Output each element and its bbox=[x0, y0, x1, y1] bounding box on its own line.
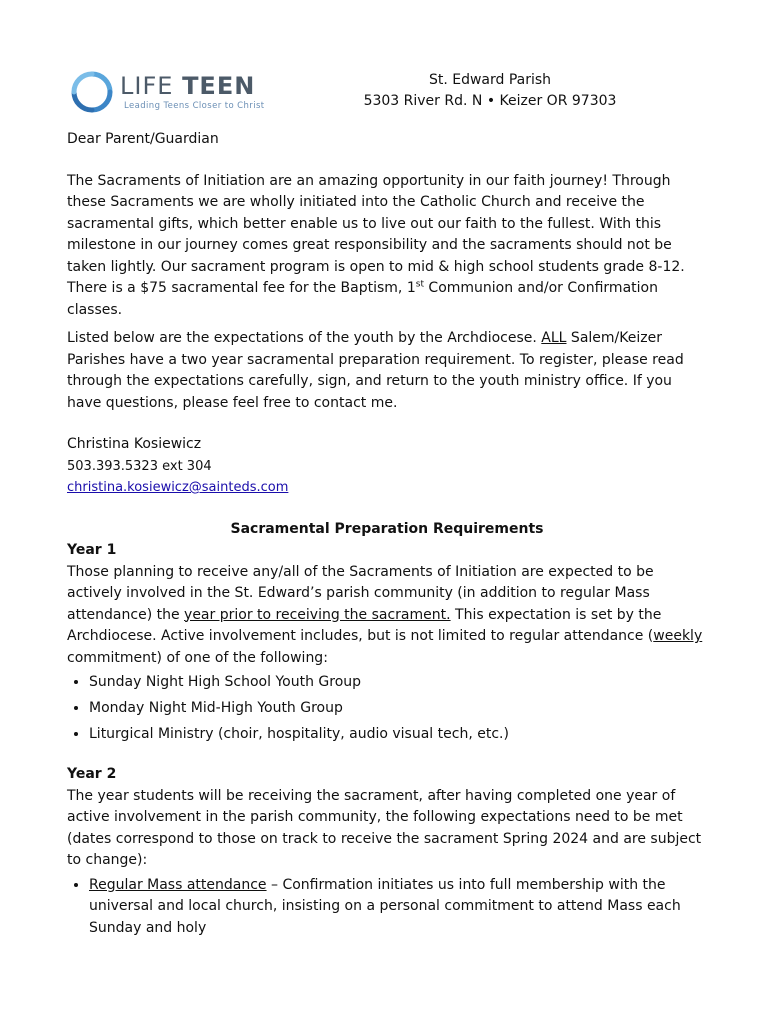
year2-list bbox=[67, 875, 707, 940]
list-item bbox=[89, 875, 707, 940]
logo-word-life: LIFE bbox=[120, 72, 174, 100]
intro-paragraph-1 bbox=[67, 171, 707, 322]
contact-name: Christina Kosiewicz bbox=[67, 436, 202, 452]
life-teen-circle-logo-icon bbox=[70, 70, 114, 114]
intro-paragraph-2 bbox=[67, 328, 707, 414]
address-line-1: St. Edward Parish bbox=[428, 72, 552, 88]
intro-p2-underlined: ALL bbox=[541, 330, 567, 346]
year1-underlined: year prior to receiving the sacrament. bbox=[184, 606, 451, 623]
logo-tagline: Leading Teens Closer to Christ bbox=[124, 101, 265, 111]
salutation: Dear Parent/Guardian bbox=[67, 131, 219, 147]
intro-p1-text: The Sacraments of Initiation are an amazing opportunity in our faith journey! Through these Sacraments we are wholly initiated into the Catholic Church and receive the sacramental gifts, which better enable us to live out our faith to the fullest. With this milestone in our journey comes great responsibility and the sacraments should not be taken lightly. Our sacrament program is open to mid & high school students grade 8-12. There is a $75 sacramental fee for the Baptism, 1 bbox=[67, 172, 685, 296]
contact-email-link[interactable]: christina.kosiewicz@sainteds.com bbox=[67, 480, 289, 495]
year1-heading: Year 1 bbox=[67, 542, 117, 558]
year2-heading: Year 2 bbox=[67, 766, 117, 782]
year1-text: Those planning to receive any/all of the Sacraments of Initiation are expected to be actively involved in the St. Edward’s parish community (in addition to regular Mass attendance) the bbox=[67, 563, 654, 623]
year1-text-end: commitment) of one of the following: bbox=[67, 649, 328, 666]
life-teen-logo bbox=[70, 68, 280, 118]
logo-wordmark bbox=[120, 72, 255, 100]
intro-p1-superscript: st bbox=[415, 279, 424, 290]
intro-p2-text: Listed below are the expectations of the youth by the Archdiocese. bbox=[67, 330, 542, 346]
year2-item1-underlined: Regular Mass attendance bbox=[89, 876, 267, 893]
list-item: • Monday Night Mid-High Youth Group bbox=[89, 698, 707, 720]
letter-body bbox=[67, 129, 707, 944]
logo-word-teen: TEEN bbox=[182, 72, 256, 100]
year1-paragraph bbox=[67, 562, 707, 670]
intro-p2-text-end: Salem/Keizer Parishes have a two year sacramental preparation requirement. To register, please read through the expectations carefully, sign, and return to the youth ministry office. If you have questions, please feel free to contact me. bbox=[67, 330, 684, 411]
year1-list bbox=[67, 672, 707, 746]
year1-underlined-weekly: weekly bbox=[653, 628, 703, 644]
year2-paragraph: The year students will be receiving the sacrament, after having completed one year of active involvement in the parish community, the following expectations need to be met (dates correspond to those on track to receive the sacrament Spring 2024 and are subject to change): bbox=[67, 787, 702, 868]
list-item: • Liturgical Ministry (choir, hospitality, audio visual tech, etc.) bbox=[89, 724, 707, 746]
year2-item1-text: – Confirmation initiates us into full membership with the universal and local church, insisting on a personal commitment to attend Mass each Sunday and holy bbox=[89, 876, 681, 936]
intro-p1-text-end: Communion and/or Confirmation classes. bbox=[67, 280, 658, 318]
address-line-2: 5303 River Rd. N • Keizer OR 97303 bbox=[363, 93, 617, 109]
section-title: Sacramental Preparation Requirements bbox=[230, 520, 544, 537]
parish-address bbox=[350, 70, 630, 112]
contact-phone: 503.393.5323 ext 304 bbox=[67, 458, 212, 474]
list-item: • Sunday Night High School Youth Group bbox=[89, 672, 707, 694]
year1-text-mid: This expectation is set by the Archdiocese. Active involvement includes, but is not limited to regular attendance ( bbox=[67, 606, 662, 644]
